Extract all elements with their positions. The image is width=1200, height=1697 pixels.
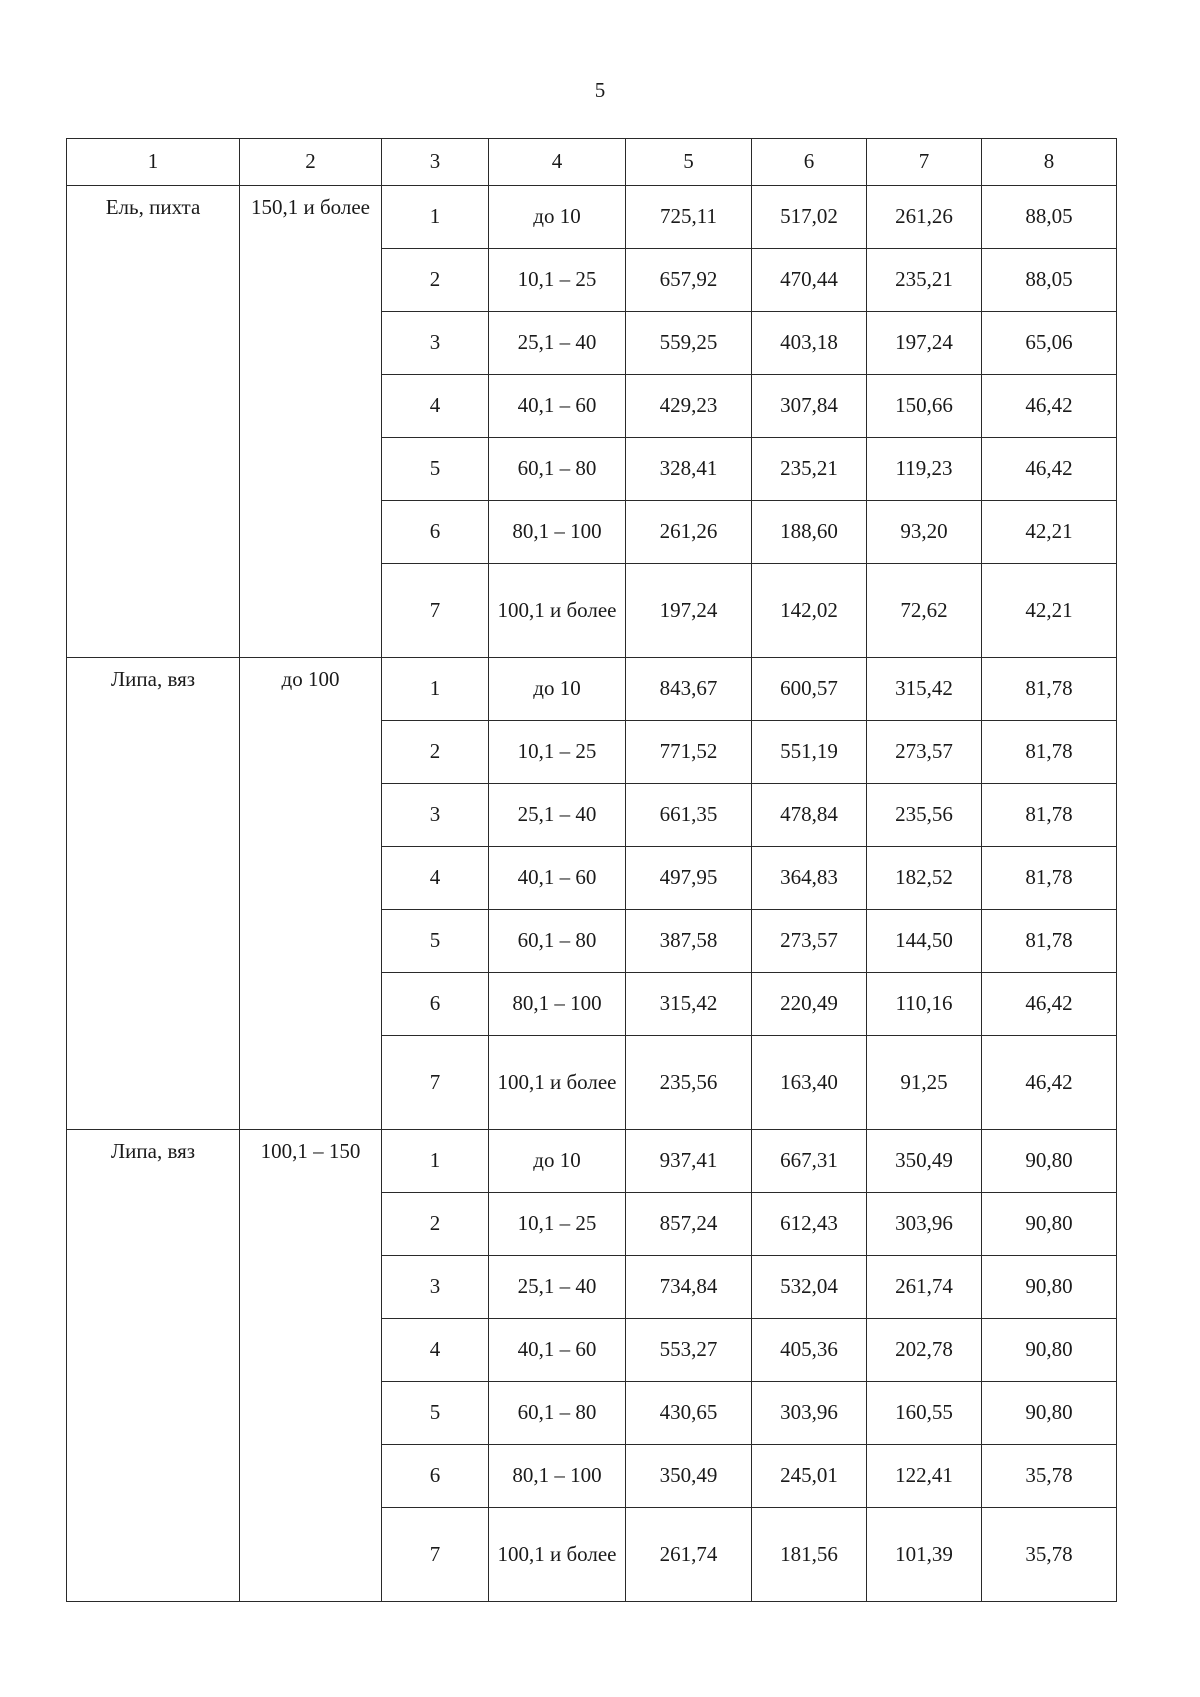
header-row [67,139,1117,186]
value-cell: 90,80 [982,1319,1117,1382]
column-header: 6 [752,139,867,186]
value-cell: 364,83 [752,847,867,910]
value-cell: 72,62 [867,564,982,658]
value-cell: 90,80 [982,1130,1117,1193]
value-cell: 517,02 [752,186,867,249]
value-cell: 350,49 [867,1130,982,1193]
value-cell: 235,21 [752,438,867,501]
value-cell: 661,35 [626,784,752,847]
value-cell: 551,19 [752,721,867,784]
diameter-cell: до 100 [240,658,382,1130]
value-cell: 553,27 [626,1319,752,1382]
value-cell: 937,41 [626,1130,752,1193]
row-number-cell: 1 [382,1130,489,1193]
row-number-cell: 7 [382,1508,489,1602]
row-number-cell: 5 [382,1382,489,1445]
range-cell: 25,1 – 40 [489,312,626,375]
value-cell: 734,84 [626,1256,752,1319]
row-number-cell: 3 [382,312,489,375]
value-cell: 42,21 [982,501,1117,564]
column-header: 5 [626,139,752,186]
value-cell: 261,26 [626,501,752,564]
value-cell: 119,23 [867,438,982,501]
value-cell: 328,41 [626,438,752,501]
value-cell: 235,56 [626,1036,752,1130]
range-cell: 40,1 – 60 [489,375,626,438]
range-cell: 25,1 – 40 [489,784,626,847]
value-cell: 202,78 [867,1319,982,1382]
value-cell: 144,50 [867,910,982,973]
range-cell: 80,1 – 100 [489,1445,626,1508]
row-number-cell: 6 [382,973,489,1036]
row-number-cell: 4 [382,1319,489,1382]
value-cell: 261,74 [867,1256,982,1319]
value-cell: 559,25 [626,312,752,375]
value-cell: 429,23 [626,375,752,438]
range-cell: 40,1 – 60 [489,1319,626,1382]
range-cell: 60,1 – 80 [489,910,626,973]
value-cell: 235,56 [867,784,982,847]
range-cell: 10,1 – 25 [489,249,626,312]
range-cell: до 10 [489,1130,626,1193]
row-number-cell: 7 [382,1036,489,1130]
value-cell: 771,52 [626,721,752,784]
column-header: 2 [240,139,382,186]
value-cell: 220,49 [752,973,867,1036]
row-number-cell: 6 [382,501,489,564]
value-cell: 315,42 [867,658,982,721]
value-cell: 81,78 [982,721,1117,784]
value-cell: 163,40 [752,1036,867,1130]
column-header: 7 [867,139,982,186]
value-cell: 245,01 [752,1445,867,1508]
page-number: 5 [594,78,606,102]
value-cell: 81,78 [982,658,1117,721]
column-header: 8 [982,139,1117,186]
value-cell: 430,65 [626,1382,752,1445]
table-body [67,186,1117,1602]
value-cell: 90,80 [982,1382,1117,1445]
value-cell: 387,58 [626,910,752,973]
value-cell: 657,92 [626,249,752,312]
value-cell: 612,43 [752,1193,867,1256]
value-cell: 122,41 [867,1445,982,1508]
value-cell: 273,57 [867,721,982,784]
value-cell: 197,24 [867,312,982,375]
value-cell: 160,55 [867,1382,982,1445]
value-cell: 142,02 [752,564,867,658]
value-cell: 857,24 [626,1193,752,1256]
row-number-cell: 2 [382,721,489,784]
range-cell: 80,1 – 100 [489,501,626,564]
row-number-cell: 5 [382,910,489,973]
range-cell: 60,1 – 80 [489,438,626,501]
value-cell: 273,57 [752,910,867,973]
range-cell: 100,1 и более [489,1508,626,1602]
range-cell: 100,1 и более [489,1036,626,1130]
value-cell: 350,49 [626,1445,752,1508]
value-cell: 188,60 [752,501,867,564]
diameter-cell: 100,1 – 150 [240,1130,382,1602]
range-cell: 80,1 – 100 [489,973,626,1036]
row-number-cell: 7 [382,564,489,658]
row-number-cell: 1 [382,658,489,721]
range-cell: 100,1 и более [489,564,626,658]
value-cell: 46,42 [982,438,1117,501]
column-header: 4 [489,139,626,186]
table-row [67,186,1117,249]
range-cell: до 10 [489,186,626,249]
value-cell: 315,42 [626,973,752,1036]
row-number-cell: 1 [382,186,489,249]
value-cell: 403,18 [752,312,867,375]
column-header: 3 [382,139,489,186]
row-number-cell: 3 [382,784,489,847]
table-row [67,1130,1117,1193]
value-cell: 81,78 [982,910,1117,973]
rates-table [66,138,1117,1602]
value-cell: 150,66 [867,375,982,438]
value-cell: 235,21 [867,249,982,312]
value-cell: 600,57 [752,658,867,721]
value-cell: 46,42 [982,375,1117,438]
value-cell: 110,16 [867,973,982,1036]
value-cell: 182,52 [867,847,982,910]
value-cell: 478,84 [752,784,867,847]
range-cell: 10,1 – 25 [489,1193,626,1256]
value-cell: 42,21 [982,564,1117,658]
value-cell: 843,67 [626,658,752,721]
value-cell: 90,80 [982,1193,1117,1256]
diameter-cell: 150,1 и более [240,186,382,658]
value-cell: 90,80 [982,1256,1117,1319]
row-number-cell: 4 [382,375,489,438]
value-cell: 497,95 [626,847,752,910]
value-cell: 532,04 [752,1256,867,1319]
row-number-cell: 6 [382,1445,489,1508]
value-cell: 303,96 [867,1193,982,1256]
row-number-cell: 4 [382,847,489,910]
value-cell: 725,11 [626,186,752,249]
value-cell: 88,05 [982,186,1117,249]
range-cell: 10,1 – 25 [489,721,626,784]
row-number-cell: 3 [382,1256,489,1319]
value-cell: 81,78 [982,784,1117,847]
value-cell: 470,44 [752,249,867,312]
value-cell: 35,78 [982,1508,1117,1602]
range-cell: 25,1 – 40 [489,1256,626,1319]
species-cell: Липа, вяз [67,1130,240,1602]
value-cell: 307,84 [752,375,867,438]
range-cell: 40,1 – 60 [489,847,626,910]
value-cell: 101,39 [867,1508,982,1602]
value-cell: 88,05 [982,249,1117,312]
value-cell: 81,78 [982,847,1117,910]
value-cell: 181,56 [752,1508,867,1602]
value-cell: 667,31 [752,1130,867,1193]
value-cell: 261,26 [867,186,982,249]
range-cell: 60,1 – 80 [489,1382,626,1445]
row-number-cell: 2 [382,249,489,312]
table-row [67,658,1117,721]
value-cell: 91,25 [867,1036,982,1130]
value-cell: 197,24 [626,564,752,658]
value-cell: 405,36 [752,1319,867,1382]
column-header: 1 [67,139,240,186]
value-cell: 65,06 [982,312,1117,375]
value-cell: 46,42 [982,1036,1117,1130]
table-header [67,139,1117,186]
value-cell: 46,42 [982,973,1117,1036]
value-cell: 261,74 [626,1508,752,1602]
range-cell: до 10 [489,658,626,721]
value-cell: 35,78 [982,1445,1117,1508]
row-number-cell: 5 [382,438,489,501]
row-number-cell: 2 [382,1193,489,1256]
species-cell: Липа, вяз [67,658,240,1130]
value-cell: 303,96 [752,1382,867,1445]
species-cell: Ель, пихта [67,186,240,658]
value-cell: 93,20 [867,501,982,564]
